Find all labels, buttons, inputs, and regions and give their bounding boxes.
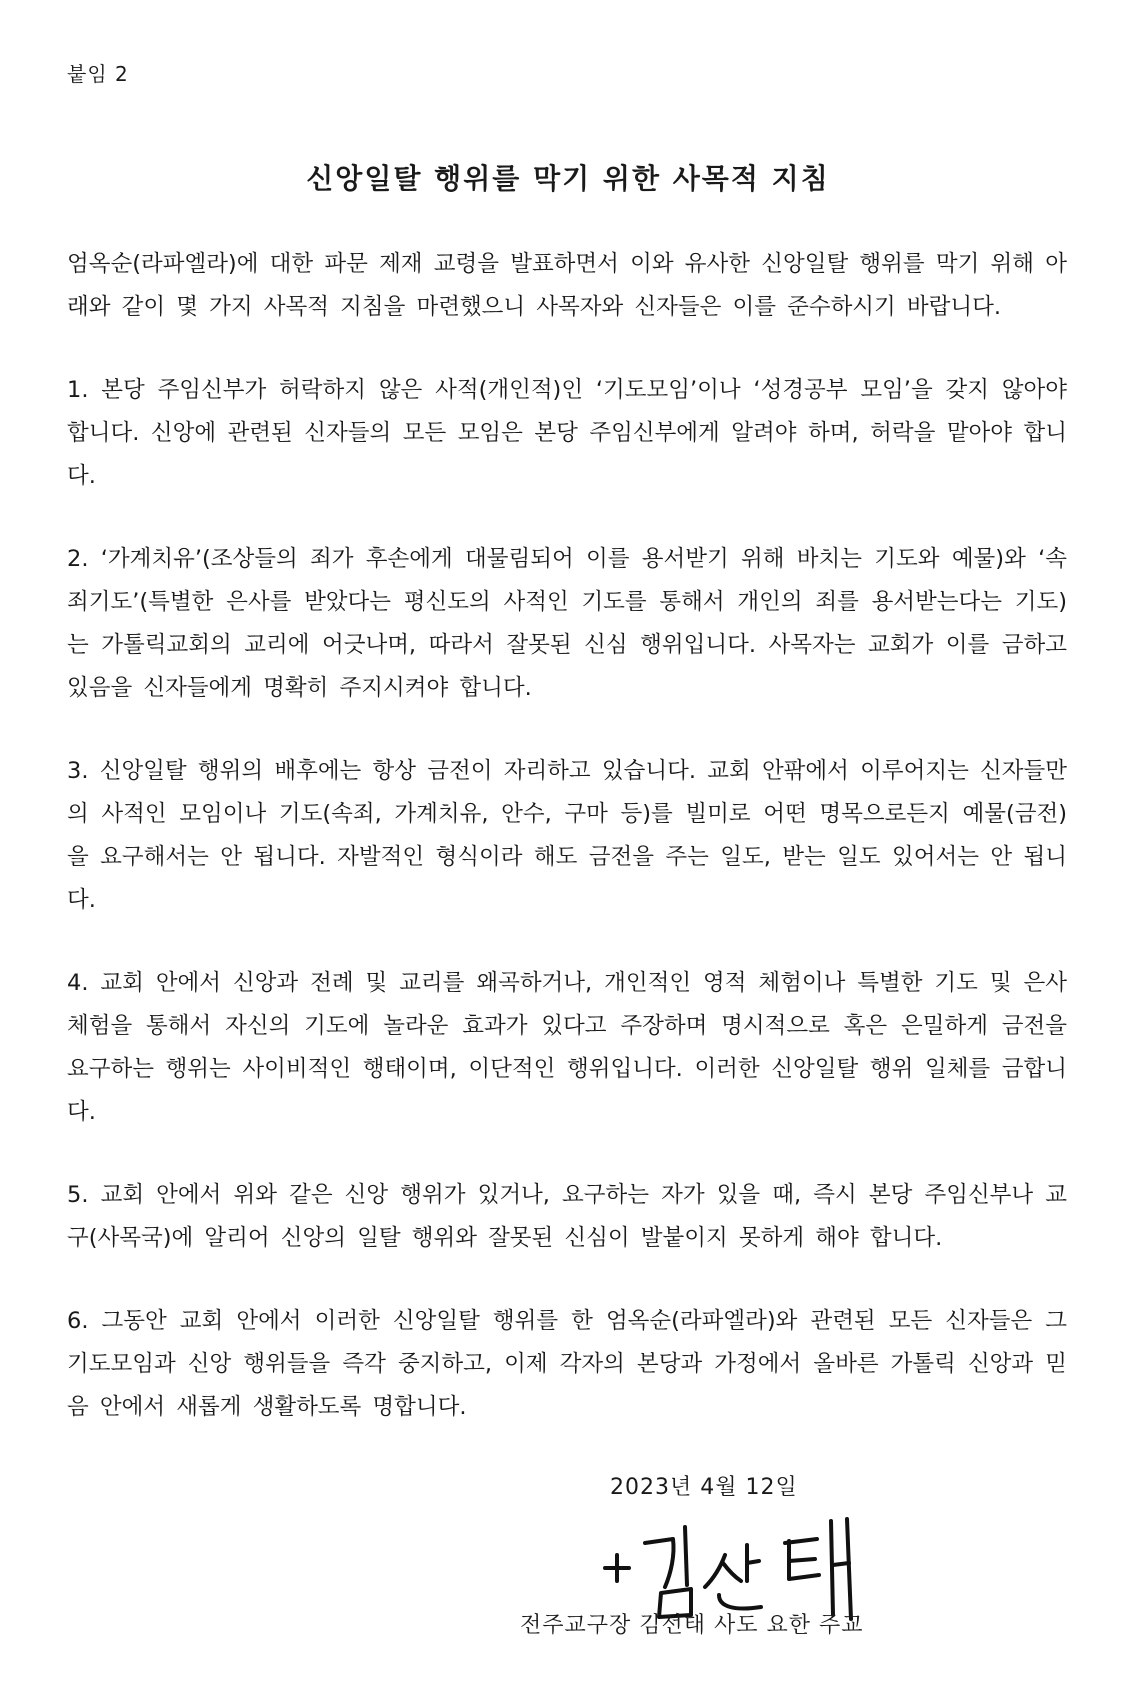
attachment-label: 붙임 2: [67, 62, 129, 86]
intro-paragraph: 엄옥순(라파엘라)에 대한 파문 제재 교령을 발표하면서 이와 유사한 신앙일탈 행위를 막기 위해 아래와 같이 몇 가지 사목적 지침을 마련했으니 사목자와 신자들은 이를 준수하시기 바랍니다.: [67, 251, 1067, 320]
guideline-item-6: 6. 그동안 교회 안에서 이러한 신앙일탈 행위를 한 엄옥순(라파엘라)와 관련된 모든 신자들은 그 기도모임과 신앙 행위들을 즉각 중지하고, 이제 각자의 본당과 가정에서 올바른 가톨릭 신앙과 믿음 안에서 새롭게 생활하도록 명합니다.: [67, 1308, 1067, 1420]
signer-name: 전주교구장 김선태 사도 요한 주교: [520, 1613, 864, 1638]
document-date: 2023년 4월 12일: [610, 1475, 798, 1500]
guideline-item-3: 3. 신앙일탈 행위의 배후에는 항상 금전이 자리하고 있습니다. 교회 안팎에서 이루어지는 신자들만의 사적인 모임이나 기도(속죄, 가계치유, 안수, 구마 등)를 빌미로 어떤 명목으로든지 예물(금전)을 요구해서는 안 됩니다. 자발적인 형식이라 해도 금전을 주는 일도, 받는 일도 있어서는 안 됩니다.: [67, 758, 1067, 913]
document-title: 신앙일탈 행위를 막기 위한 사목적 지침: [306, 162, 830, 195]
guideline-item-5: 5. 교회 안에서 위와 같은 신앙 행위가 있거나, 요구하는 자가 있을 때, 즉시 본당 주임신부나 교구(사목국)에 알리어 신앙의 일탈 행위와 잘못된 신심이 발붙이지 못하게 해야 합니다.: [67, 1182, 1067, 1251]
guideline-item-2: 2. ‘가계치유’(조상들의 죄가 후손에게 대물림되어 이를 용서받기 위해 바치는 기도와 예물)와 ‘속죄기도’(특별한 은사를 받았다는 평신도의 사적인 기도를 통해서 개인의 죄를 용서받는다는 기도)는 가톨릭교회의 교리에 어긋나며, 따라서 잘못된 신심 행위입니다. 사목자는 교회가 이를 금하고 있음을 신자들에게 명확히 주지시켜야 합니다.: [67, 546, 1067, 701]
document-body: [67, 243, 1067, 1469]
guideline-item-1: 1. 본당 주임신부가 허락하지 않은 사적(개인적)인 ‘기도모임’이나 ‘성경공부 모임’을 갖지 않아야 합니다. 신앙에 관련된 신자들의 모든 모임은 본당 주임신부에게 알려야 하며, 허락을 맡아야 합니다.: [67, 377, 1067, 489]
guideline-item-4: 4. 교회 안에서 신앙과 전례 및 교리를 왜곡하거나, 개인적인 영적 체험이나 특별한 기도 및 은사 체험을 통해서 자신의 기도에 놀라운 효과가 있다고 주장하며 명시적으로 혹은 은밀하게 금전을 요구하는 행위는 사이비적인 행태이며, 이단적인 행위입니다. 이러한 신앙일탈 행위 일체를 금합니다.: [67, 970, 1067, 1125]
